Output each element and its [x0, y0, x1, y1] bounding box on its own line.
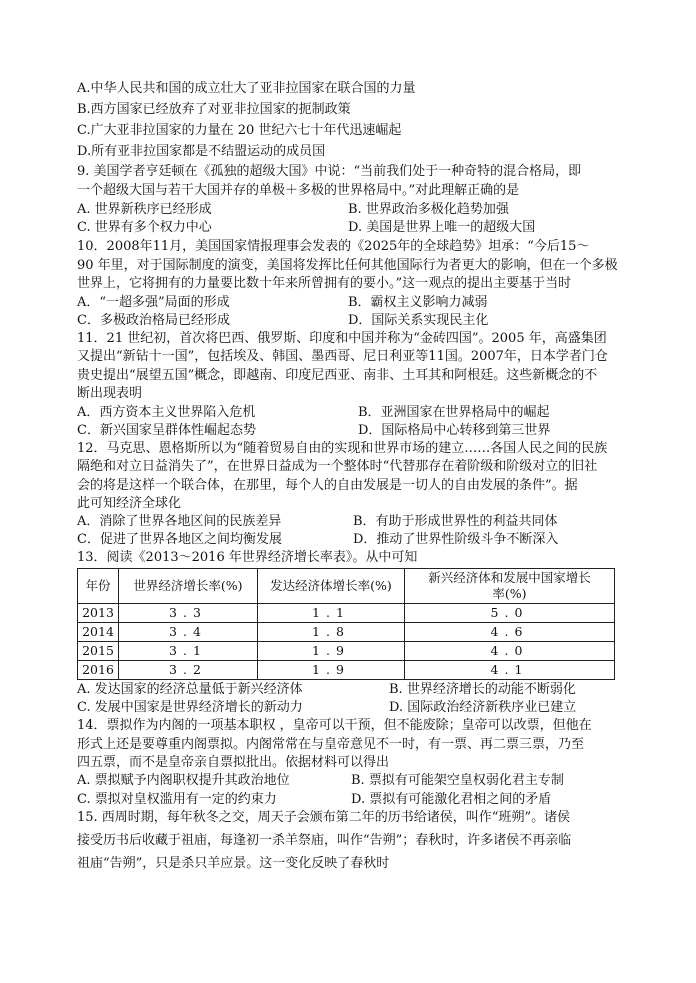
q12-option-d: D．推动了世界性阶级斗争不断深入	[353, 532, 559, 547]
q12-stem-line-3: 会的将是这样一个联合体，在那里，每个人的自由发展是一切人的自由发展的条件”。据	[77, 478, 578, 493]
q8-option-b: B.西方国家已经放弃了对亚非拉国家的扼制政策	[77, 102, 351, 117]
cell-year: 2016	[78, 661, 119, 680]
cell-world-growth: 3.3	[119, 604, 258, 623]
q13-option-d: D. 国际政治经济新秩序业已建立	[389, 700, 577, 715]
q15-stem-line-2: 接受历书后收藏于祖庙，每逢初一杀羊祭庙，叫作“告朔”；春秋时，许多诸侯不再亲临	[77, 833, 572, 848]
cell-emerging-growth: 4.6	[405, 623, 615, 642]
q13-option-c: C. 发展中国家是世界经济增长的新动力	[77, 700, 303, 715]
q10-stem-line-1: 10．2008年11月，美国国家情报理事会发表的《2025年的全球趋势》坦承：“今后15～	[77, 239, 590, 254]
header-emerging-growth: 新兴经济体和发展中国家增长率(%)	[405, 569, 615, 604]
q10-option-d: D．国际关系实现民主化	[348, 313, 489, 328]
q14-option-c: C. 票拟对皇权滥用有一定的约束力	[77, 792, 277, 807]
q9-option-c: C. 世界有多个权力中心	[77, 220, 212, 235]
table-row	[78, 661, 615, 680]
q14-stem-line-3: 四五票，而不是皇帝亲自票拟批出。依据材料可以得出	[77, 755, 390, 770]
q8-option-a: A.中华人民共和国的成立壮大了亚非拉国家在联合国的力量	[77, 81, 416, 96]
q14-stem-line-1: 14．票拟作为内阁的一项基本职权 ，皇帝可以干预，但不能废除；皇帝可以改票，但他在	[77, 718, 592, 733]
q10-stem-line-2: 90 年里，对于国际制度的演变，美国将发挥比任何其他国际行为者更大的影响，但在一个多极	[77, 258, 618, 273]
q14-stem-line-2: 形式上还是要尊重内阁票拟。内阁常常在与皇帝意见不一时，有一票、再二票三票，乃至	[77, 737, 585, 752]
q12-option-a: A．消除了世界各地区间的民族差异	[77, 514, 282, 529]
q12-stem-line-1: 12．马克思、恩格斯所以为“随着贸易自由的实现和世界市场的建立……各国人民之间的民族	[77, 441, 608, 456]
q9-option-a: A. 世界新秩序已经形成	[77, 202, 212, 217]
header-year: 年份	[78, 569, 119, 604]
cell-emerging-growth: 4.0	[405, 642, 615, 661]
cell-developed-growth: 1.1	[258, 604, 405, 623]
q11-stem-line-4: 断出现表明	[77, 386, 143, 401]
q12-stem-line-2: 隔绝和对立日益消失了”，在世界日益成为一个整体时“代替那存在着阶级和阶级对立的旧社	[77, 459, 598, 474]
q14-option-a: A. 票拟赋予内阁职权提升其政治地位	[77, 773, 290, 788]
q11-option-c: C．新兴国家呈群体性崛起态势	[77, 423, 256, 438]
q13-stem: 13．阅读《2013～2016 年世界经济增长率表》。从中可知	[77, 550, 418, 565]
q14-option-b: B. 票拟有可能架空皇权弱化君主专制	[351, 773, 564, 788]
q11-stem-line-3: 贵史提出“展望五国”概念，即越南、印度尼西亚、南非、土耳其和阿根廷。这些新概念的不	[77, 368, 598, 383]
cell-developed-growth: 1.9	[258, 661, 405, 680]
table-header-row	[78, 569, 615, 604]
q8-option-c: C.广大亚非拉国家的力量在 20 世纪六七十年代迅速崛起	[77, 123, 402, 138]
cell-year: 2013	[78, 604, 119, 623]
q12-option-c: C．促进了世界各地区之间均衡发展	[77, 532, 282, 547]
table-row	[78, 623, 615, 642]
cell-world-growth: 3.4	[119, 623, 258, 642]
header-world-growth: 世界经济增长率(%)	[119, 569, 258, 604]
cell-world-growth: 3.2	[119, 661, 258, 680]
q9-option-b: B. 世界政治多极化趋势加强	[348, 202, 509, 217]
cell-year: 2014	[78, 623, 119, 642]
q14-option-d: D. 票拟有可能激化君相之间的矛盾	[351, 792, 552, 807]
q11-option-a: A．西方资本主义世界陷入危机	[77, 405, 256, 420]
q10-stem-line-3: 世界上，它将拥有的力量要比数十年来所曾拥有的要小。”这一观点的提出主要基于当时	[77, 276, 572, 291]
table-row	[78, 604, 615, 623]
q15-stem-line-3: 祖庙“告朔”，只是杀只羊应景。这一变化反映了春秋时	[77, 856, 390, 871]
q8-option-d: D.所有亚非拉国家都是不结盟运动的成员国	[77, 144, 326, 159]
q15-stem-line-1: 15. 西周时期，每年秋冬之交，周天子会颁布第二年的历书给诸侯，叫作“班朔”。诸侯	[77, 810, 571, 825]
growth-rate-table	[77, 568, 615, 680]
header-developed-growth: 发达经济体增长率(%)	[258, 569, 405, 604]
q11-stem-line-1: 11．21 世纪初，首次将巴西、俄罗斯、印度和中国并称为“金砖四国”。2005 年，高盛集团	[77, 331, 607, 346]
q9-stem-line-2: 一个超级大国与若干大国并存的单极＋多极的世界格局中。”对此理解正确的是	[77, 183, 520, 198]
cell-emerging-growth: 4.1	[405, 661, 615, 680]
q11-option-b: B．亚洲国家在世界格局中的崛起	[358, 405, 550, 420]
cell-world-growth: 3.1	[119, 642, 258, 661]
q10-option-c: C．多极政治格局已经形成	[77, 313, 230, 328]
q9-stem-line-1: 9. 美国学者亨廷顿在《孤独的超级大国》中说：“当前我们处于一种奇特的混合格局，即	[77, 164, 582, 179]
q12-stem-line-4: 此可知经济全球化	[77, 496, 182, 511]
q11-stem-line-2: 又提出“新钻十一国”，包括埃及、韩国、墨西哥、尼日利亚等11国。2007年，日本学者门仓	[77, 349, 608, 364]
q10-option-b: B．霸权主义影响力减弱	[348, 295, 488, 310]
cell-year: 2015	[78, 642, 119, 661]
q9-option-d: D. 美国是世界上唯一的超级大国	[348, 220, 536, 235]
cell-developed-growth: 1.8	[258, 623, 405, 642]
q13-option-b: B. 世界经济增长的动能不断弱化	[389, 682, 576, 697]
q12-option-b: B．有助于形成世界性的利益共同体	[353, 514, 558, 529]
cell-emerging-growth: 5.0	[405, 604, 615, 623]
q13-option-a: A. 发达国家的经济总量低于新兴经济体	[77, 682, 303, 697]
cell-developed-growth: 1.9	[258, 642, 405, 661]
table-row	[78, 642, 615, 661]
q11-option-d: D．国际格局中心转移到第三世界	[358, 423, 551, 438]
q10-option-a: A．“一超多强”局面的形成	[77, 295, 230, 310]
